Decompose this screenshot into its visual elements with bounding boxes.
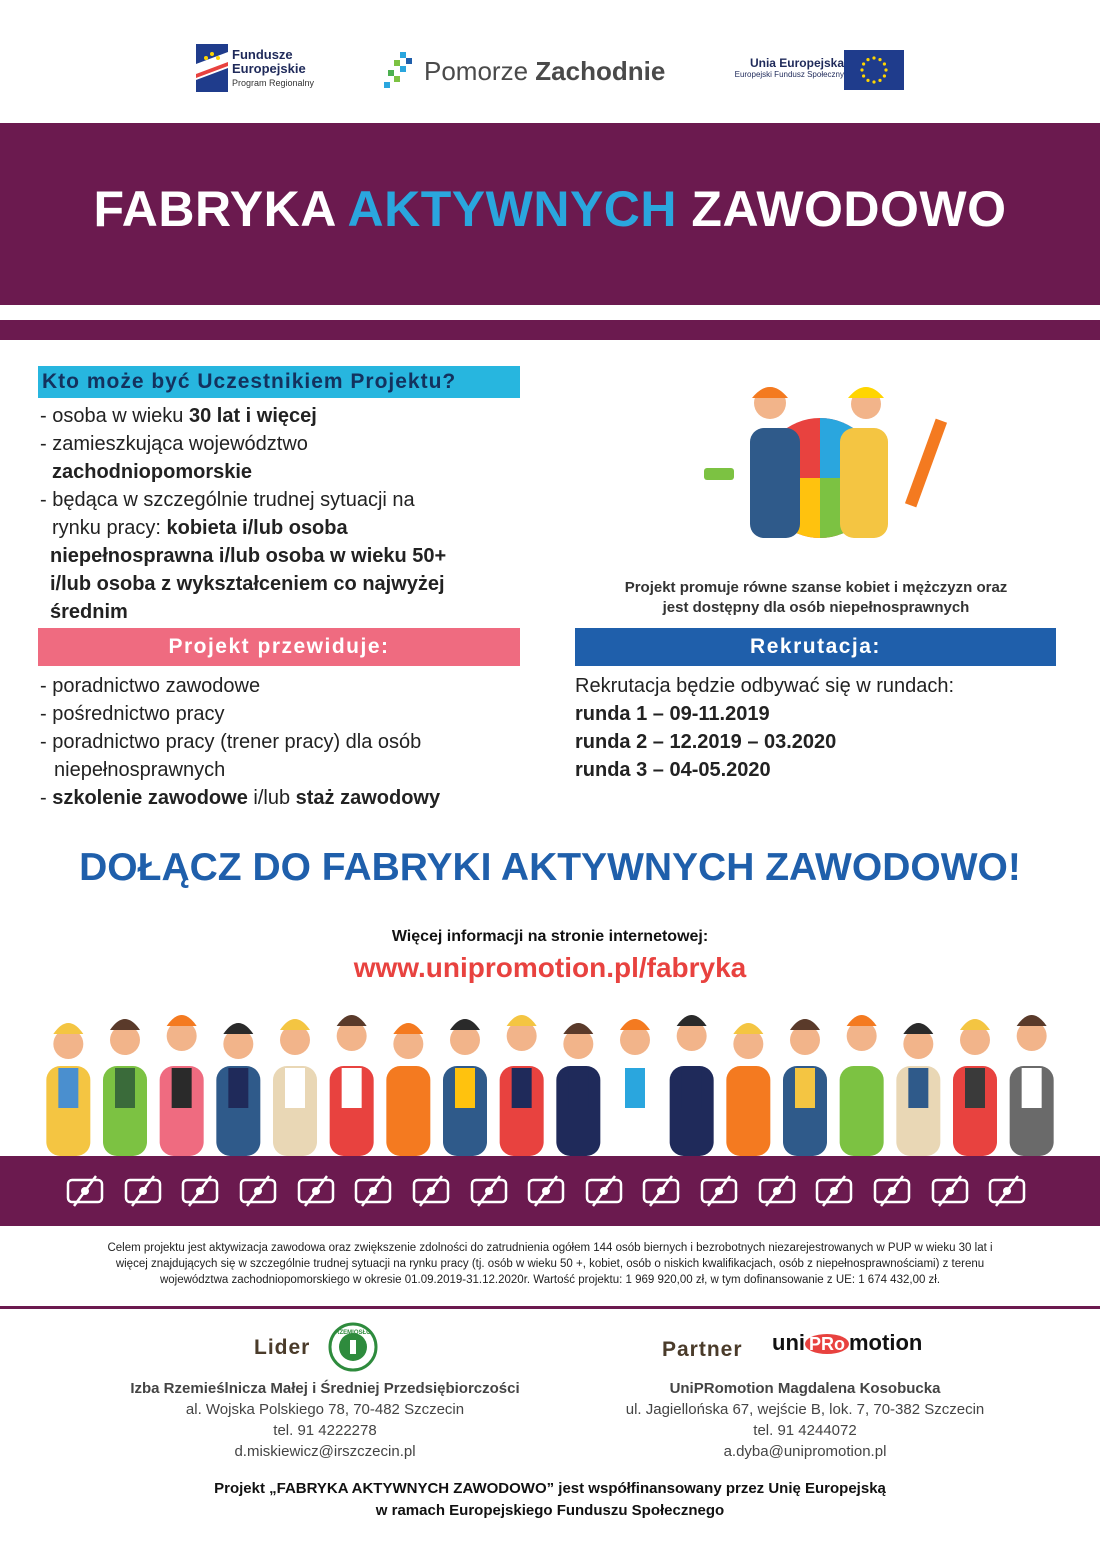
ruler-icon	[464, 1166, 514, 1216]
plan-line3: - poradnictwo pracy (trener pracy) dla osób	[40, 731, 422, 753]
recruit-round1: runda 1 – 09-11.2019	[575, 703, 770, 725]
cofin-line1: Projekt „FABRYKA AKTYWNYCH ZAWODOWO” jest współfinansowany przez Unię Europejską	[214, 1480, 886, 1497]
partner-info	[570, 1378, 1040, 1462]
cook-icon	[809, 1166, 859, 1216]
fe-line2: Europejskie	[232, 61, 306, 76]
desc-line2: więcej znajdujących się w szczególnie trudnej sytuacji na rynku pracy (tj. osób w wieku 50 +, kobiet, osób o niskich kwalifikacjach, osób z niepełnosprawnościami) z terenu	[115, 1258, 985, 1270]
equal-line1: Projekt promuje równe szanse kobiet i mężczyzn oraz	[624, 579, 1008, 596]
fe-sub: Program Regionalny	[232, 78, 315, 88]
cofinancing-note	[0, 1478, 1100, 1522]
worker-figure	[46, 1023, 90, 1156]
eu-flag-icon	[844, 50, 904, 90]
worker-figure	[896, 1023, 940, 1156]
worker-figure	[726, 1023, 770, 1156]
recruit-round2: runda 2 – 12.2019 – 03.2020	[575, 731, 837, 753]
plan-list	[40, 672, 540, 812]
worker-figure	[783, 1019, 827, 1156]
brush-icon	[752, 1166, 802, 1216]
pz-mark-icon	[380, 50, 418, 92]
title-part2: ZAWODOWO	[691, 181, 1007, 237]
rzemioslo-logo	[328, 1322, 378, 1372]
project-description	[24, 1240, 1076, 1288]
partner-label: Partner	[662, 1338, 743, 1361]
worker-figure	[160, 1015, 204, 1156]
svg-text:RZEMIOSŁO: RZEMIOSŁO	[335, 1330, 371, 1336]
worker-figure	[1010, 1015, 1054, 1156]
footer-divider	[0, 1306, 1100, 1309]
lider-label: Lider	[254, 1336, 311, 1359]
worker-figure	[613, 1019, 657, 1156]
more-info-label: Więcej informacji na stronie internetowej:	[391, 928, 709, 945]
who-line1: - osoba w wieku 30 lat i więcej	[40, 405, 317, 427]
who-heading-bar	[38, 366, 520, 398]
banner-stripe	[0, 320, 1100, 340]
who-line3: zachodniopomorskie	[52, 461, 253, 483]
recruit-round3: runda 3 – 04-05.2020	[575, 759, 771, 781]
equal-line2: jest dostępny dla osób niepełnosprawnych	[662, 599, 970, 616]
who-line6: niepełnosprawna i/lub osoba w wieku 50+	[50, 545, 447, 567]
who-line5: rynku pracy: kobieta i/lub osoba	[52, 517, 348, 539]
drill-icon	[291, 1166, 341, 1216]
unia-europejska-logo	[708, 50, 908, 92]
shower-icon	[348, 1166, 398, 1216]
sink-icon	[406, 1166, 456, 1216]
who-line2: - zamieszkująca województwo	[40, 433, 308, 455]
pomorze-zachodnie-logo	[380, 50, 680, 92]
equal-opportunity-note	[576, 578, 1056, 618]
who-line8: średnim	[50, 601, 128, 623]
plan-heading: Projekt przewiduje:	[168, 635, 390, 658]
cofin-line2: w ramach Europejskiego Funduszu Społecznego	[375, 1502, 725, 1519]
worker-figure	[216, 1023, 260, 1156]
worker-figure	[556, 1023, 600, 1156]
partner-email[interactable]: a.dyba@unipromotion.pl	[723, 1443, 887, 1460]
pliers-icon	[694, 1166, 744, 1216]
fe-flag-icon	[196, 44, 228, 92]
website-link[interactable]: www.unipromotion.pl/fabryka	[353, 952, 747, 983]
lider-phone: tel. 91 4222278	[273, 1422, 377, 1439]
call-to-action: DOŁĄCZ DO FABRYKI AKTYWNYCH ZAWODOWO!	[79, 846, 1021, 889]
plan-heading-bar	[38, 628, 520, 666]
lider-email[interactable]: d.miskiewicz@irszczecin.pl	[234, 1443, 416, 1460]
worker-figure	[103, 1019, 147, 1156]
title-part1: FABRYKA	[93, 181, 335, 237]
worker-figure	[670, 1015, 714, 1156]
who-line4: - będąca w szczególnie trudnej sytuacji na	[40, 489, 415, 511]
recruit-heading-bar	[575, 628, 1056, 666]
who-heading: Kto może być Uczestnikiem Projektu?	[42, 370, 457, 393]
hammer-icon	[867, 1166, 917, 1216]
worker-figure	[273, 1019, 317, 1156]
lider-info	[90, 1378, 560, 1462]
pz-part1: Pomorze	[424, 56, 529, 86]
bowl-icon	[925, 1166, 975, 1216]
recruit-intro: Rekrutacja będzie odbywać się w rundach:	[575, 675, 955, 697]
pipes-icon	[118, 1166, 168, 1216]
pz-part2: Zachodnie	[535, 56, 666, 86]
worker-figure	[330, 1015, 374, 1156]
ue-line2: Europejski Fundusz Społeczny	[734, 70, 844, 79]
trade-icons-strip	[0, 1156, 1100, 1226]
lider-address: al. Wojska Polskiego 78, 70-482 Szczecin	[185, 1401, 465, 1418]
paint-roller-icon	[175, 1166, 225, 1216]
electric-panel-icon	[233, 1166, 283, 1216]
worker-icon	[579, 1166, 629, 1216]
desc-line1: Celem projektu jest aktywizacja zawodowa oraz zwiększenie zdolności do zatrudnienia ogółem 144 osób biernych i bezrobotnych niezarejestrowanych w PUP w wieku 30 lat i	[107, 1242, 993, 1254]
worker-figure	[386, 1023, 430, 1156]
partner-name: UniPRomotion Magdalena Kosobucka	[669, 1380, 941, 1397]
partner-address: ul. Jagiellońska 67, wejście B, lok. 7, 70-382 Szczecin	[625, 1401, 985, 1418]
workers-illustration	[690, 368, 970, 568]
recruit-heading: Rekrutacja:	[750, 635, 881, 658]
who-list	[40, 402, 520, 626]
fe-line1: Fundusze	[232, 47, 293, 62]
partner-phone: tel. 91 4244072	[753, 1422, 857, 1439]
ue-line1: Unia Europejska	[749, 56, 844, 70]
who-line7: i/lub osoba z wykształceniem co najwyżej	[50, 573, 445, 595]
toilet-icon	[521, 1166, 571, 1216]
recruit-list	[575, 672, 1065, 784]
plan-line5: - szkolenie zawodowe i/lub staż zawodowy	[40, 787, 441, 809]
plan-line4: niepełnosprawnych	[54, 759, 226, 781]
desc-line3: województwa zachodniopomorskiego w okresie 01.09.2019-31.12.2020r. Wartość projektu: 1 969 920,00 zł, w tym dofinansowanie z UE: 1 674 432,00 zł.	[159, 1274, 941, 1286]
worker-figure	[443, 1019, 487, 1156]
worker-figure	[953, 1019, 997, 1156]
worker-figure	[500, 1015, 544, 1156]
title-accent: AKTYWNYCH	[347, 181, 678, 237]
wrench-icon	[982, 1166, 1032, 1216]
roller-icon	[60, 1166, 110, 1216]
page-title	[0, 180, 1100, 238]
plan-line1: - poradnictwo zawodowe	[40, 675, 261, 697]
tools-icon	[636, 1166, 686, 1216]
fundusze-europejskie-logo	[196, 44, 336, 94]
plan-line2: - pośrednictwo pracy	[40, 703, 225, 725]
lider-name: Izba Rzemieślnicza Małej i Średniej Przedsiębiorczości	[130, 1380, 520, 1397]
workers-group-illustration	[40, 1004, 1060, 1156]
worker-figure	[840, 1015, 884, 1156]
unipromotion-logo: uni PRo motion	[772, 1330, 923, 1355]
